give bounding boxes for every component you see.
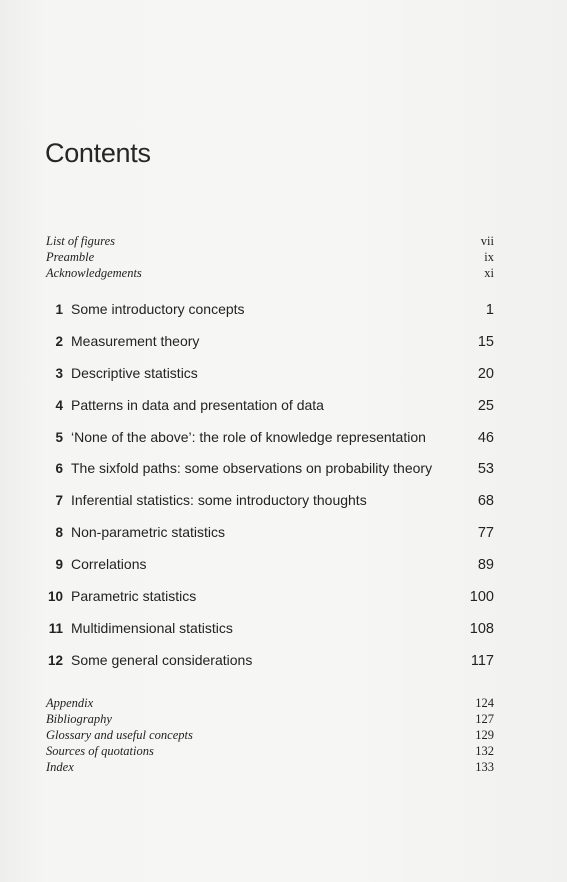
entry-label: Index: [46, 760, 74, 774]
toc-entry: [46, 744, 494, 760]
chapter-entry: [46, 588, 494, 620]
entry-page: 127: [475, 712, 494, 726]
chapter-list: [46, 301, 494, 684]
toc-entry: [46, 234, 494, 250]
chapter-page: 100: [469, 589, 494, 606]
chapter-page: 117: [470, 652, 494, 669]
chapter-number: 11: [48, 620, 63, 636]
chapter-page: 68: [477, 493, 494, 510]
chapter-title: Descriptive statistics: [71, 364, 198, 381]
chapter-entry: [46, 492, 494, 524]
chapter-title: Non-parametric statistics: [71, 524, 226, 541]
toc-entry: [46, 696, 494, 712]
entry-label: Appendix: [46, 696, 94, 710]
chapter-title: Inferential statistics: some introductory thoughts: [71, 492, 367, 509]
entry-page: xi: [484, 266, 494, 280]
chapter-page: 89: [477, 557, 494, 574]
chapter-entry: [46, 620, 494, 652]
chapter-title: The sixfold paths: some observations on probability theory: [71, 460, 433, 477]
chapter-entry: [46, 333, 494, 365]
chapter-number: 8: [55, 525, 63, 541]
entry-page: 132: [475, 744, 494, 758]
chapter-number: 2: [55, 333, 63, 349]
chapter-page: 20: [477, 365, 494, 382]
chapter-entry: [46, 652, 494, 684]
chapter-page: 77: [477, 525, 494, 542]
chapter-entry: [46, 397, 494, 429]
chapter-title: Multidimensional statistics: [71, 619, 233, 636]
entry-label: List of figures: [46, 234, 115, 248]
chapter-title: Some introductory concepts: [71, 301, 245, 317]
entry-page: 133: [475, 760, 494, 774]
front-matter-list: [46, 234, 494, 282]
chapter-entry: [46, 301, 494, 333]
chapter-number: 1: [55, 302, 63, 317]
chapter-page: 25: [477, 397, 494, 414]
entry-label: Glossary and useful concepts: [46, 728, 193, 742]
chapter-page: 15: [477, 333, 494, 350]
chapter-entry: [46, 524, 494, 556]
chapter-number: 12: [47, 652, 63, 668]
chapter-entry: [46, 365, 494, 397]
back-matter-list: [46, 696, 494, 776]
chapter-page: 1: [485, 302, 494, 318]
chapter-number: 3: [55, 365, 63, 381]
page-title: Contents: [45, 138, 151, 168]
chapter-title: Parametric statistics: [71, 588, 197, 605]
chapter-page: 46: [477, 429, 494, 446]
toc-entry: [46, 728, 494, 744]
entry-label: Preamble: [46, 250, 95, 264]
chapter-number: 10: [47, 589, 63, 605]
entry-page: 129: [475, 728, 494, 742]
chapter-number: 6: [55, 461, 63, 477]
chapter-entry: [46, 460, 494, 492]
toc-entry: [46, 250, 494, 266]
chapter-number: 9: [55, 557, 63, 573]
entry-label: Sources of quotations: [46, 744, 154, 758]
entry-label: Bibliography: [46, 712, 112, 726]
chapter-title: Some general considerations: [71, 651, 253, 668]
chapter-entry: [46, 429, 494, 461]
toc-entry: [46, 760, 494, 776]
chapter-title: Patterns in data and presentation of data: [71, 396, 324, 413]
chapter-title: Correlations: [71, 556, 147, 573]
chapter-title: Measurement theory: [71, 332, 200, 349]
toc-entry: [46, 266, 494, 282]
chapter-number: 4: [55, 397, 63, 413]
chapter-entry: [46, 556, 494, 588]
entry-page: 124: [475, 696, 494, 710]
entry-label: Acknowledgements: [46, 266, 142, 280]
chapter-number: 7: [55, 493, 63, 509]
chapter-number: 5: [55, 429, 63, 445]
entry-page: vii: [480, 234, 494, 248]
chapter-page: 53: [477, 461, 494, 478]
chapter-page: 108: [469, 620, 494, 637]
chapter-title: ‘None of the above’: the role of knowledge representation: [71, 428, 426, 445]
toc-entry: [46, 712, 494, 728]
entry-page: ix: [484, 250, 494, 264]
